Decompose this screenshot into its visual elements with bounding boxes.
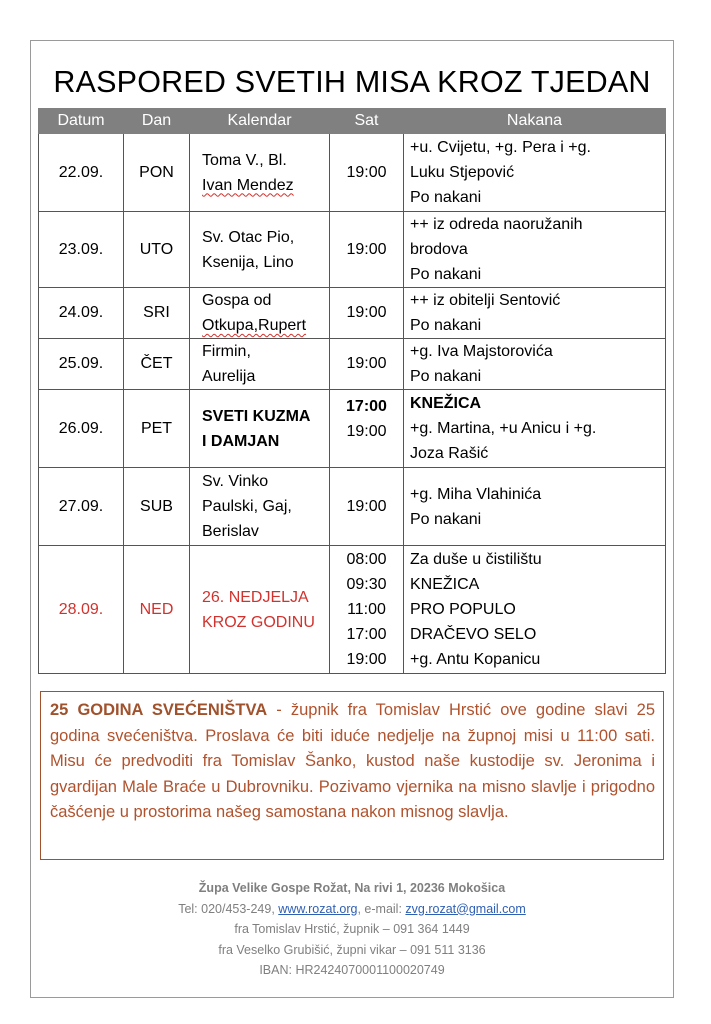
announcement-text: - župnik fra Tomislav Hrstić ove godine slavi 25 godina svećeništva. Proslava će biti iduće nedjelje na župnoj misi u 11:00 sati. Misu će predvoditi fra Tomislav Šanko, kustod naše kustodije sv. Jeronima i gvardijan Male Braće u Dubrovniku. Pozivamo vjernika na misno slavlje i prigodno čašćenje u prostorima našeg samostana nakon misnog slavlja.: [50, 701, 655, 821]
table-row: [39, 134, 666, 212]
calendar-line: Otkupa,Rupert: [202, 317, 307, 334]
date-cell: 22.09.: [39, 134, 124, 212]
intention-cell: [404, 134, 666, 212]
calendar-cell: [190, 288, 330, 339]
column-header-date: Datum: [39, 109, 124, 134]
footer-tel: Tel: 020/453-249,: [178, 901, 279, 916]
table-row: [39, 546, 666, 674]
time-line: 08:00: [346, 551, 387, 568]
intention-cell: [404, 390, 666, 468]
calendar-line: Firmin,: [202, 343, 251, 360]
footer-contact-line: [30, 899, 674, 920]
intention-cell: [404, 468, 666, 546]
calendar-cell: [190, 134, 330, 212]
calendar-line: Aurelija: [202, 368, 256, 385]
time-cell: 19:00: [330, 339, 404, 390]
calendar-line: Toma V., Bl.: [202, 151, 287, 169]
table-header-row: [39, 109, 666, 134]
announcement-box: [40, 691, 664, 860]
intention-line: +g. Martina, +u Anicu i +g.: [410, 420, 597, 437]
intention-line: Za duše u čistilištu: [410, 551, 542, 568]
time-line: 09:30: [346, 576, 387, 593]
calendar-line: Sv. Vinko: [202, 473, 269, 490]
footer-iban: IBAN: HR2424070001100020749: [259, 963, 445, 977]
calendar-line: Sv. Otac Pio,: [202, 228, 295, 246]
table-row: [39, 390, 666, 468]
time-line: 17:00: [346, 626, 387, 643]
day-cell: ČET: [124, 339, 190, 390]
time-cell: 19:00: [330, 212, 404, 288]
intention-line: Po nakani: [410, 266, 482, 283]
calendar-line: KROZ GODINU: [202, 613, 315, 631]
intention-line: Joza Rašić: [410, 445, 489, 462]
intention-line: Luku Stjepović: [410, 164, 515, 181]
calendar-line: SVETI KUZMA: [202, 407, 311, 425]
intention-cell: [404, 546, 666, 674]
calendar-cell: [190, 212, 330, 288]
intention-line: +u. Cvijetu, +g. Pera i +g.: [410, 139, 591, 156]
time-line: 11:00: [347, 601, 386, 618]
time-cell: 19:00: [330, 288, 404, 339]
day-cell: PON: [124, 134, 190, 212]
calendar-cell: [190, 339, 330, 390]
table-row: [39, 212, 666, 288]
website-link[interactable]: www.rozat.org: [278, 901, 358, 916]
time-line: 19:00: [346, 423, 387, 440]
table-row: [39, 339, 666, 390]
time-cell: 19:00: [330, 468, 404, 546]
footer-contact: [30, 878, 674, 981]
table-row: [39, 468, 666, 546]
column-header-time: Sat: [330, 109, 404, 134]
intention-line: brodova: [410, 241, 468, 258]
calendar-line: Ivan Mendez: [202, 176, 294, 194]
column-header-intention: Nakana: [404, 109, 666, 134]
page-title: RASPORED SVETIH MISA KROZ TJEDAN: [53, 65, 651, 99]
footer-vicar: fra Veselko Grubišić, župni vikar – 091 511 3136: [218, 942, 486, 957]
announcement-heading: 25 GODINA SVEĆENIŠTVA: [50, 701, 268, 719]
intention-line: Po nakani: [410, 510, 482, 528]
time-cell: 19:00: [330, 134, 404, 212]
calendar-line: 26. NEDJELJA: [202, 588, 309, 606]
calendar-line: Berislav: [202, 523, 259, 540]
footer-email-label: , e-mail:: [357, 901, 406, 916]
intention-line: KNEŽICA: [410, 576, 480, 593]
day-cell: UTO: [124, 212, 190, 288]
mass-schedule-table: [38, 108, 666, 674]
intention-line: +g. Miha Vlahinića: [410, 485, 542, 503]
day-cell: SRI: [124, 288, 190, 339]
intention-line: Po nakani: [410, 189, 482, 206]
date-cell: 24.09.: [39, 288, 124, 339]
calendar-cell: [190, 390, 330, 468]
calendar-cell: [190, 546, 330, 674]
day-cell: SUB: [124, 468, 190, 546]
calendar-line: Paulski, Gaj,: [202, 498, 292, 515]
column-header-calendar: Kalendar: [190, 109, 330, 134]
time-cell: [330, 390, 404, 468]
time-line: 19:00: [346, 651, 387, 668]
table-row: [39, 288, 666, 339]
date-cell: 27.09.: [39, 468, 124, 546]
intention-line: +g. Iva Majstorovića: [410, 343, 553, 360]
email-link[interactable]: zvg.rozat@gmail.com: [405, 901, 526, 916]
intention-line: +g. Antu Kopanicu: [410, 651, 541, 668]
date-cell: 26.09.: [39, 390, 124, 468]
intention-line: DRAČEVO SELO: [410, 626, 537, 643]
calendar-line: Ksenija, Lino: [202, 253, 294, 271]
intention-line: ++ iz odreda naoružanih: [410, 216, 583, 233]
time-cell: [330, 546, 404, 674]
footer-priest: fra Tomislav Hrstić, župnik – 091 364 1449: [234, 922, 470, 936]
intention-line: ++ iz obitelji Sentović: [410, 292, 561, 309]
intention-cell: [404, 339, 666, 390]
intention-line: KNEŽICA: [410, 395, 482, 412]
date-cell: 25.09.: [39, 339, 124, 390]
intention-line: Po nakani: [410, 368, 482, 385]
date-cell: 28.09.: [39, 546, 124, 674]
date-cell: 23.09.: [39, 212, 124, 288]
column-header-day: Dan: [124, 109, 190, 134]
time-line: 17:00: [346, 398, 387, 415]
calendar-line: I DAMJAN: [202, 432, 280, 450]
intention-line: Po nakani: [410, 317, 482, 334]
footer-parish-address: Župa Velike Gospe Rožat, Na rivi 1, 20236 Mokošica: [198, 881, 506, 895]
calendar-cell: [190, 468, 330, 546]
intention-line: PRO POPULO: [410, 601, 516, 618]
intention-cell: [404, 288, 666, 339]
day-cell: PET: [124, 390, 190, 468]
day-cell: NED: [124, 546, 190, 674]
calendar-line: Gospa od: [202, 292, 272, 309]
intention-cell: [404, 212, 666, 288]
